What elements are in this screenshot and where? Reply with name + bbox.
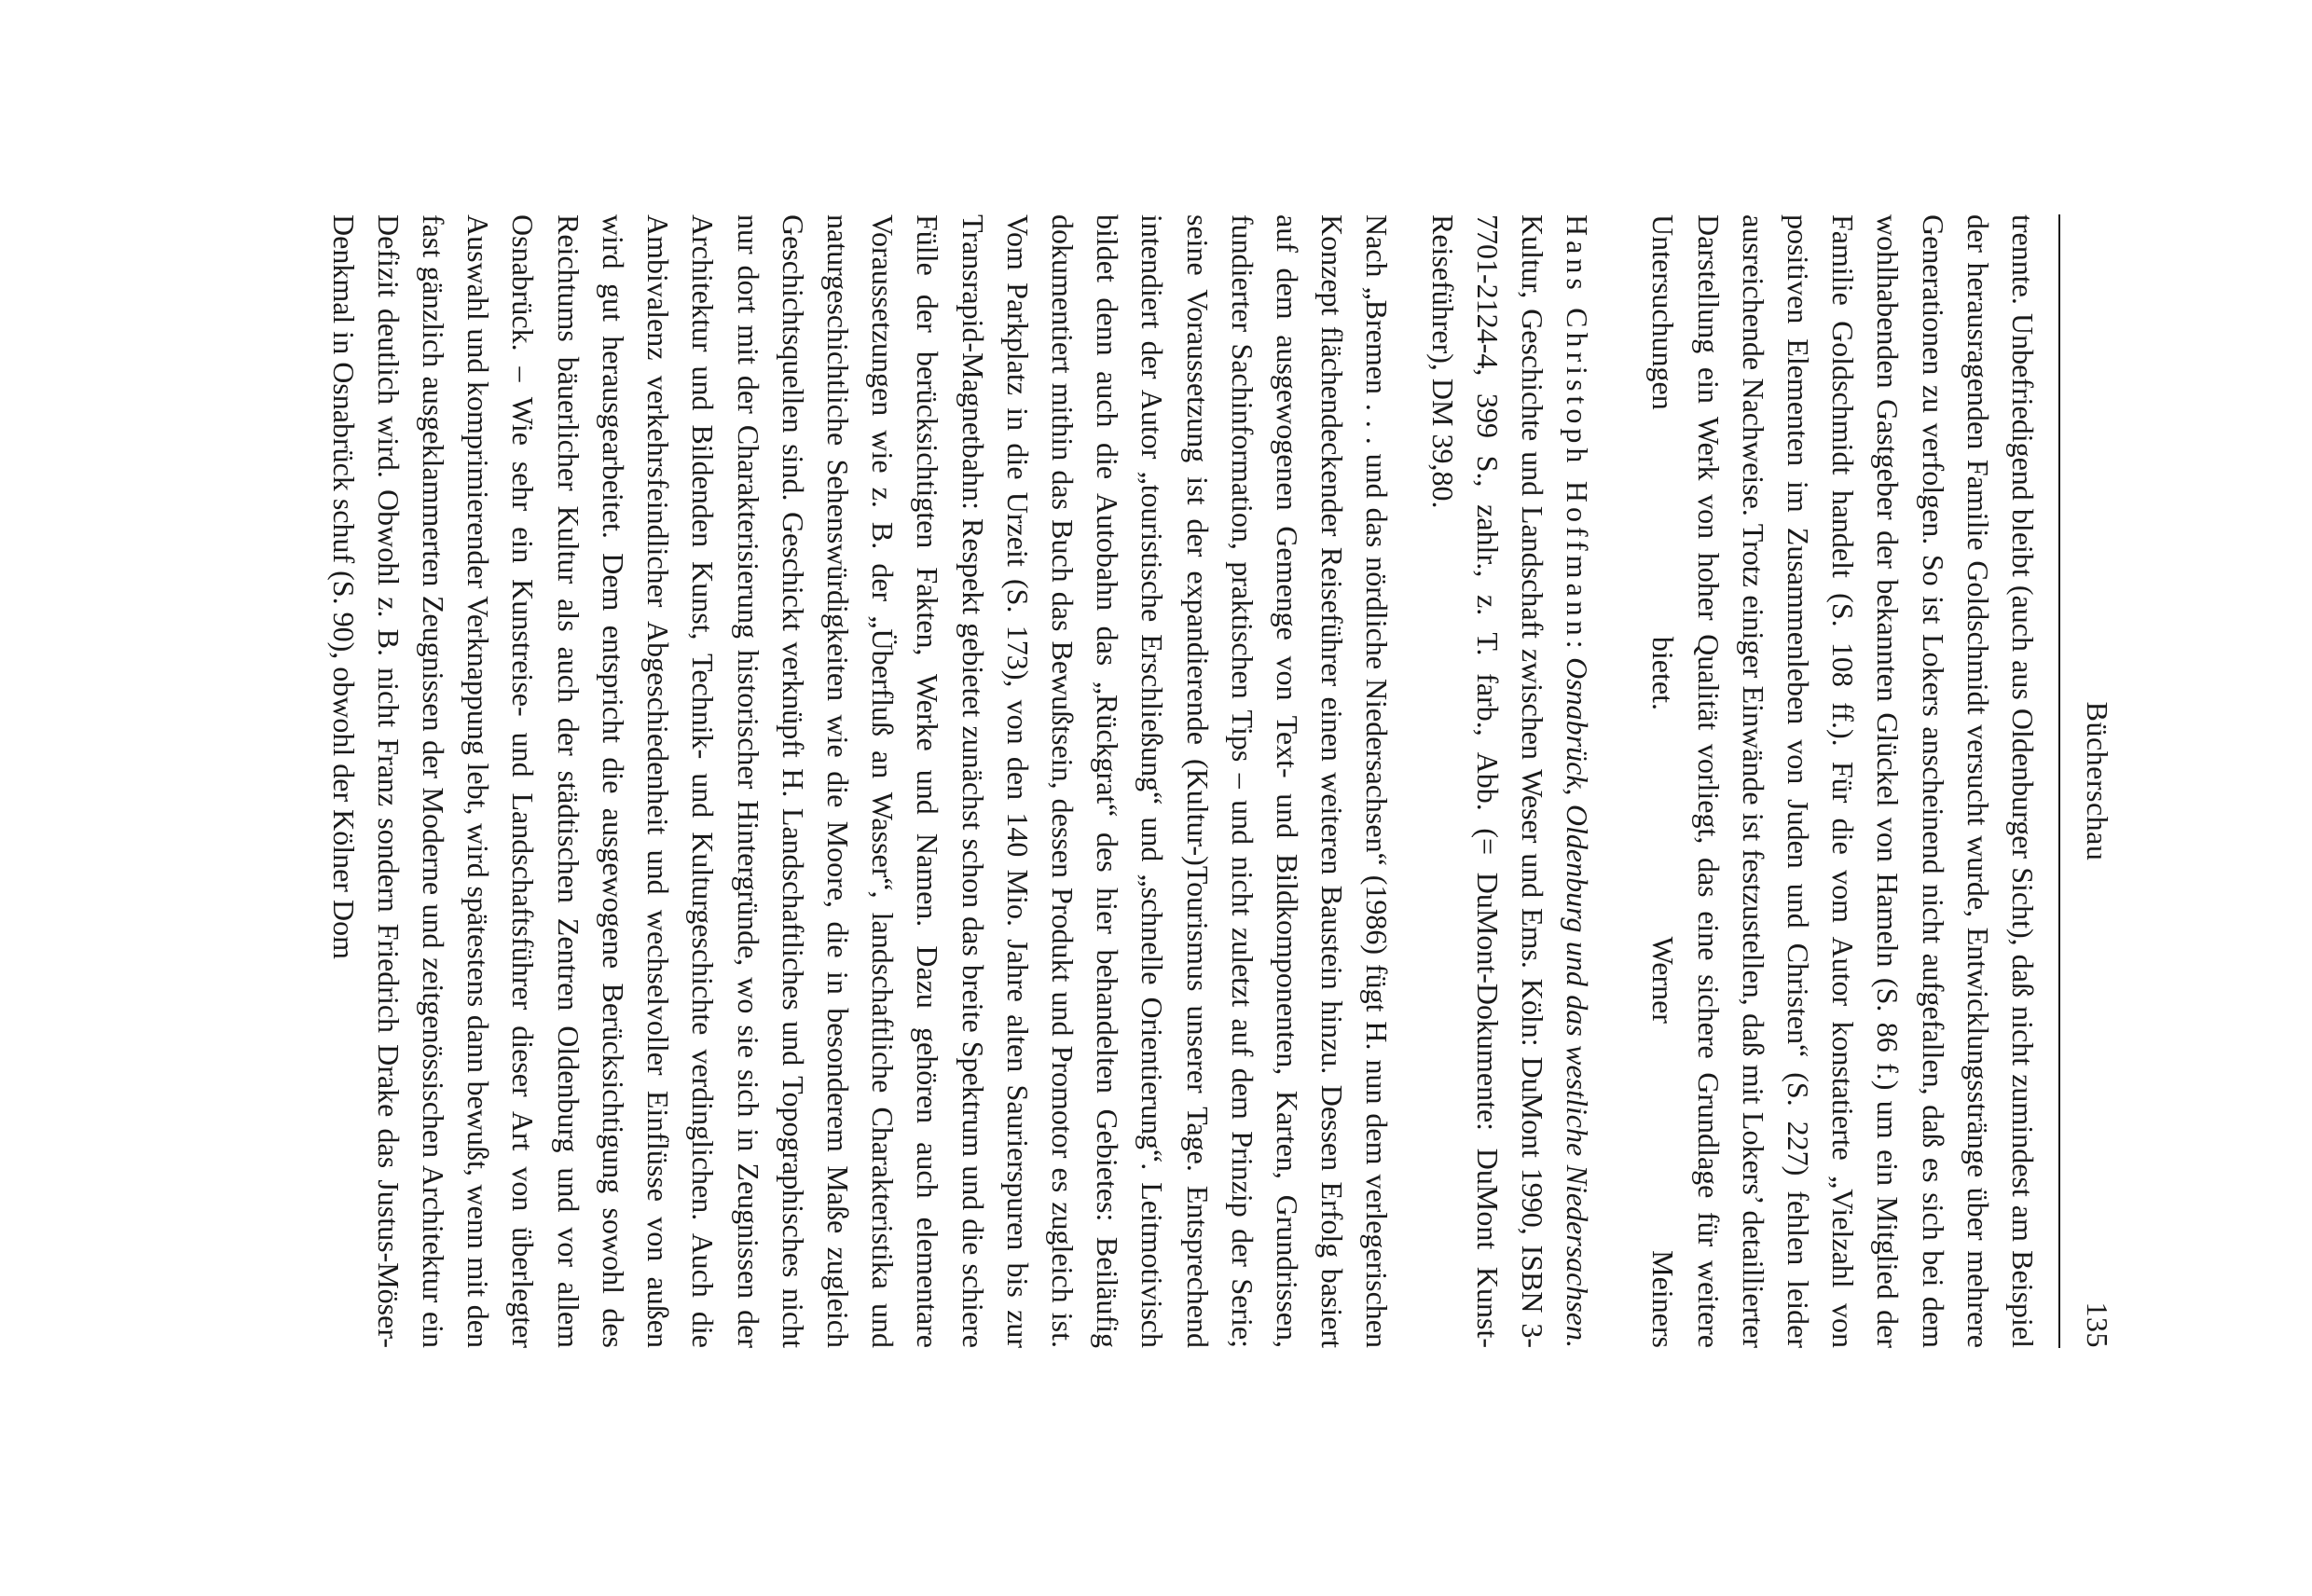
reviewer-signature: Werner Meiners	[1646, 936, 1681, 1348]
page-header	[2058, 214, 2114, 1348]
page-body	[153, 214, 2045, 1348]
review-paragraph-ending	[1641, 214, 2045, 1348]
review-paragraph: Nach „Bremen . . . und das nördliche Niedersachsen“ (1986) fügt H. nun dem verlegerischen Konzept flächendeckender Reiseführer einen weiteren Baustein hinzu. Dessen Erfolg basiert auf dem ausgewogenen Gemenge von Text- und Bildkomponenten, Karten, Grundrissen, fundierter Sachinformation, praktischen Tips – und nicht zuletzt auf dem Prinzip der Serie; seine Voraussetzung ist der expandierende (Kultur-)Tourismus unserer Tage. Entsprechend intendiert der Autor „touristische Erschließung“ und „schnelle Orientierung“. Leitmotivisch bildet denn auch die Autobahn das „Rückgrat“ des hier behandelten Gebietes: Beiläufig dokumentiert mithin das Buch das Bewußtsein, dessen Produkt und Promotor es zugleich ist. Vom Parkplatz in die Urzeit (S. 173), von den 140 Mio. Jahre alten Saurierspuren bis zur Transrapid-Magnetbahn: Respekt gebietet zunächst schon das breite Spektrum und die schiere Fülle der berücksichtigten Fakten, Werke und Namen. Dazu gehören auch elementare Voraussetzungen wie z. B. der „Überfluß an Wasser“, landschaftliche Charakteristika und naturgeschichtliche Sehenswürdigkeiten wie die Moore, die in besonderem Maße zugleich Geschichtsquellen sind. Geschickt verknüpft H. Landschaftliches und Topographisches nicht nur dort mit der Charakterisierung historischer Hintergründe, wo sie sich in Zeugnissen der Architektur und Bildenden Kunst, Technik- und Kulturgeschichte verdinglichen. Auch die Ambivalenz verkehrsfeindlicher Abgeschiedenheit und wechselvoller Einflüsse von außen wird gut herausgearbeitet. Dem entspricht die ausgewogene Berücksichtigung sowohl des Reichtums bäuerlicher Kultur als auch der städtischen Zentren Oldenburg und vor allem Osnabrück. – Wie sehr ein Kunstreise- und Landschaftsführer dieser Art von überlegter Auswahl und komprimierender Verknappung lebt, wird spätestens dann bewußt, wenn mit den fast gänzlich ausgeklammerten Zeugnissen der Moderne und zeitgenössischen Architektur ein Defizit deutlich wird. Obwohl z. B. nicht Franz sondern Friedrich Drake das Justus-Möser-Denkmal in Osnabrück schuf (S. 90), obwohl der Kölner Dom	[326, 214, 1395, 1348]
page-number: 135	[2081, 1301, 2114, 1348]
review-text: trennte. Unbefriedigend bleibt (auch aus Oldenburger Sicht), daß nicht zumindest am Beispiel der herausragenden Familie Goldschmidt versucht wurde, Entwicklungsstränge über mehrere Generationen zu verfolgen. So ist Lokers anscheinend nicht aufgefallen, daß es sich bei dem wohlhabenden Gastgeber der bekannten Glückel von Hameln (S. 86 f.) um ein Mitglied der Familie Goldschmidt handelt (S. 108 ff.). Für die vom Autor konstatierte „Vielzahl von positiven Elementen im Zusammenleben von Juden und Christen“ (S. 227) fehlen leider ausreichende Nachweise. Trotz einiger Einwände ist festzustellen, daß mit Lokers’ detaillierter Darstellung ein Werk von hoher Qualität vorliegt, das eine sichere Grundlage für weitere Untersuchungen bietet.	[1646, 214, 2040, 1348]
book-details: Kultur, Geschichte und Landschaft zwischen Weser und Ems. Köln: DuMont 1990, ISBN 3-7701-2124-4, 399 S., zahlr., z. T. farb., Abb. (= DuMont-Dokumente: DuMont Kunst-Reiseführer), DM 39,80.	[1425, 214, 1549, 1348]
running-head: Bücherschau	[2081, 701, 2114, 861]
book-author: Hans Christoph Hoffmann	[1561, 214, 1595, 640]
bibliographic-entry: Hans Christoph Hoffmann: Osnabrück, Oldenburg und das westliche Niedersachsen. Kultur, Geschichte und Landschaft zwischen Weser und Ems. Köln: DuMont 1990, ISBN 3-7701-2124-4, 399 S., zahlr., z. T. farb., Abb. (= DuMont-Dokumente: DuMont Kunst-Reiseführer), DM 39,80.	[1425, 214, 1595, 1348]
header-rule	[2058, 214, 2060, 1348]
book-title: Osnabrück, Oldenburg und das westliche Niedersachsen.	[1561, 657, 1595, 1348]
